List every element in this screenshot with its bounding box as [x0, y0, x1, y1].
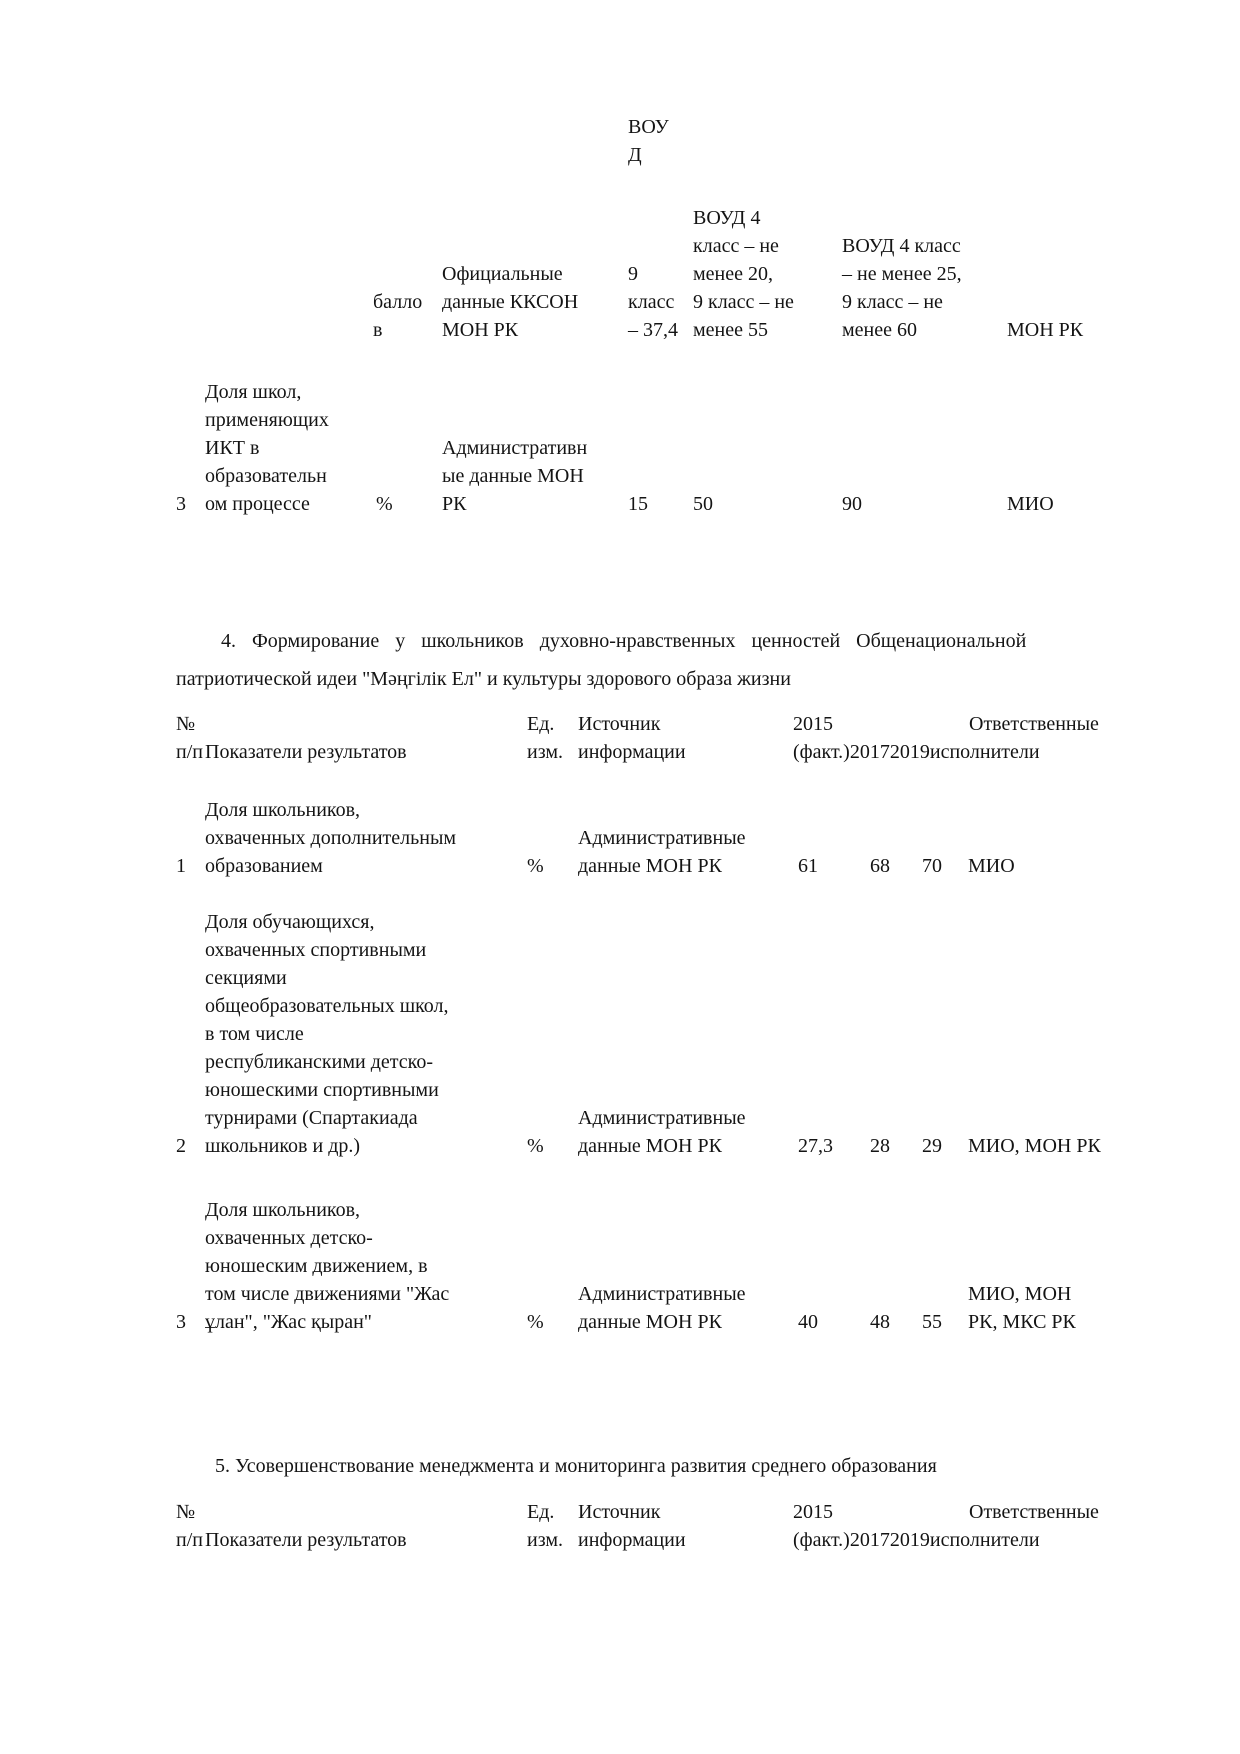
text-line: данные МОН РК — [578, 1311, 722, 1333]
text-line: Официальные — [442, 263, 563, 285]
text-line: Доля школьников, — [205, 1199, 361, 1221]
s4-row3-unit: % — [527, 1311, 544, 1333]
text-line: турнирами (Спартакиада — [205, 1107, 418, 1129]
s5-header-unit — [527, 1498, 563, 1554]
text-line: изм. — [527, 741, 563, 763]
top-row3-val-2017: 50 — [693, 493, 713, 515]
text-line: балло — [373, 291, 423, 313]
top-header-2015 — [628, 260, 678, 344]
s4-row1-val-2017: 68 — [870, 855, 890, 877]
text-line: ВОУД 4 класс — [842, 235, 961, 257]
text-line: охваченных детско- — [205, 1227, 373, 1249]
s4-header-indicator: Показатели результатов — [205, 741, 407, 763]
s4-row2-unit: % — [527, 1135, 544, 1157]
text-line: информации — [578, 741, 686, 763]
s4-row2-indicator — [205, 908, 449, 1160]
text-line: Доля школьников, — [205, 799, 361, 821]
section-4-heading-line1: 4. Формирование у школьников духовно-нравственных ценностей Общенациональной — [221, 630, 1027, 652]
text-line: в — [373, 319, 383, 341]
s4-header-num — [176, 710, 203, 766]
s4-row1-val-2019: 70 — [922, 855, 942, 877]
s5-header-responsible-line2: исполнители — [929, 1529, 1040, 1551]
section-4-heading-line2: патриотической идеи "Мәңгілік Ел" и культуры здорового образа жизни — [176, 668, 791, 690]
text-line: изм. — [527, 1529, 563, 1551]
s4-row2-val-2017: 28 — [870, 1135, 890, 1157]
s4-header-years-run — [793, 738, 1040, 766]
text-line: – 37,4 — [628, 319, 678, 341]
text-line: РК — [442, 493, 467, 515]
top-row3-unit: % — [376, 493, 393, 515]
s5-header-indicator: Показатели результатов — [205, 1529, 407, 1551]
text-line: данные МОН РК — [578, 855, 722, 877]
text-line: Ед. — [527, 1501, 555, 1523]
text-line: общеобразовательных школ, — [205, 995, 449, 1017]
s4-row1-indicator — [205, 796, 456, 880]
text-line: данные ККСОН — [442, 291, 579, 313]
top-row3-num: 3 — [176, 493, 186, 515]
s4-header-2015-fact: (факт.) — [793, 741, 850, 763]
text-line: ВОУ — [628, 116, 669, 138]
text-line: республиканскими детско- — [205, 1051, 433, 1073]
top-header-responsible: МОН РК — [1007, 319, 1084, 341]
text-line: менее 55 — [693, 319, 768, 341]
text-line: Источник — [578, 1501, 661, 1523]
text-line: менее 20, — [693, 263, 773, 285]
text-line: Д — [628, 144, 642, 166]
text-line: Административные — [578, 1283, 746, 1305]
text-line: юношеским движением, в — [205, 1255, 428, 1277]
text-line: 9 класс – не — [693, 291, 794, 313]
text-line: информации — [578, 1529, 686, 1551]
text-line: Административн — [442, 437, 588, 459]
s4-row2-num: 2 — [176, 1135, 186, 1157]
section-5-heading: 5. Усовершенствование менеджмента и мониторинга развития среднего образования — [215, 1455, 937, 1477]
top-header-unit — [373, 288, 422, 344]
s4-row2-source — [578, 1104, 746, 1160]
top-row3-indicator — [205, 378, 329, 518]
s4-row2-val-2015: 27,3 — [798, 1135, 833, 1157]
s5-header-num — [176, 1498, 203, 1554]
s4-row3-source — [578, 1280, 746, 1336]
s4-header-2017: 2017 — [849, 741, 890, 763]
text-line: п/п — [176, 741, 203, 763]
s4-row1-responsible: МИО — [968, 855, 1015, 877]
text-line: Административные — [578, 827, 746, 849]
text-line: – не менее 25, — [842, 263, 962, 285]
text-line: ВОУД 4 — [693, 207, 761, 229]
s5-header-years-run — [793, 1526, 1040, 1554]
text-line: применяющих — [205, 409, 329, 431]
s5-header-2019: 2019 — [889, 1529, 930, 1551]
text-line: образованием — [205, 855, 323, 877]
s5-header-source — [578, 1498, 686, 1554]
text-line: ИКТ в — [205, 437, 260, 459]
s4-row1-unit: % — [527, 855, 544, 877]
s4-header-responsible-line2: исполнители — [929, 741, 1040, 763]
text-line: образовательн — [205, 465, 327, 487]
text-line: в том числе — [205, 1023, 304, 1045]
text-line: Административные — [578, 1107, 746, 1129]
s4-row3-val-2019: 55 — [922, 1311, 942, 1333]
s4-header-2015: 2015 — [793, 713, 833, 735]
s5-header-2017: 2017 — [849, 1529, 890, 1551]
text-line: ом процессе — [205, 493, 310, 515]
top-header-2017 — [693, 204, 794, 344]
text-line: 9 класс – не — [842, 291, 943, 313]
text-line: Ед. — [527, 713, 555, 735]
text-line: секциями — [205, 967, 287, 989]
text-line: охваченных дополнительным — [205, 827, 457, 849]
text-line: ые данные МОН — [442, 465, 584, 487]
text-line: РК, МКС РК — [968, 1311, 1076, 1333]
s4-row3-responsible — [968, 1280, 1076, 1336]
top-row3-val-2015: 15 — [628, 493, 648, 515]
s4-header-unit — [527, 710, 563, 766]
text-line: 9 — [628, 263, 638, 285]
text-line: МОН РК — [442, 319, 519, 341]
text-line: № — [176, 1501, 196, 1523]
text-line: охваченных спортивными — [205, 939, 427, 961]
text-line: ұлан", "Жас қыран" — [205, 1311, 372, 1333]
text-line: Источник — [578, 713, 661, 735]
s4-row3-num: 3 — [176, 1311, 186, 1333]
top-row3-responsible: МИО — [1007, 493, 1054, 515]
s5-header-responsible-line1: Ответственные — [969, 1501, 1099, 1523]
s4-header-source — [578, 710, 686, 766]
s4-row1-val-2015: 61 — [798, 855, 818, 877]
text-line: МИО, МОН — [968, 1283, 1072, 1305]
text-line: класс – не — [693, 235, 779, 257]
text-line: менее 60 — [842, 319, 917, 341]
text-line: № — [176, 713, 196, 735]
top-row3-val-2019: 90 — [842, 493, 862, 515]
text-line: школьников и др.) — [205, 1135, 361, 1157]
text-line: Доля обучающихся, — [205, 911, 375, 933]
text-line: юношескими спортивными — [205, 1079, 439, 1101]
s4-row3-val-2015: 40 — [798, 1311, 818, 1333]
text-line: Доля школ, — [205, 381, 302, 403]
top-header-2019 — [842, 232, 962, 344]
text-line: данные МОН РК — [578, 1135, 722, 1157]
top-row3-source — [442, 434, 587, 518]
top-header-source — [442, 260, 578, 344]
s4-header-2019: 2019 — [889, 741, 930, 763]
text-line: класс — [628, 291, 675, 313]
top-header-voud-wrapped — [628, 113, 669, 169]
text-line: п/п — [176, 1529, 203, 1551]
s4-row2-val-2019: 29 — [922, 1135, 942, 1157]
s4-row2-responsible: МИО, МОН РК — [968, 1135, 1101, 1157]
s4-row3-indicator — [205, 1196, 449, 1336]
s4-row3-val-2017: 48 — [870, 1311, 890, 1333]
text-line: том числе движениями "Жас — [205, 1283, 450, 1305]
s5-header-2015: 2015 — [793, 1501, 833, 1523]
s4-header-responsible-line1: Ответственные — [969, 713, 1099, 735]
s5-header-2015-fact: (факт.) — [793, 1529, 850, 1551]
s4-row1-num: 1 — [176, 855, 186, 877]
s4-row1-source — [578, 824, 746, 880]
